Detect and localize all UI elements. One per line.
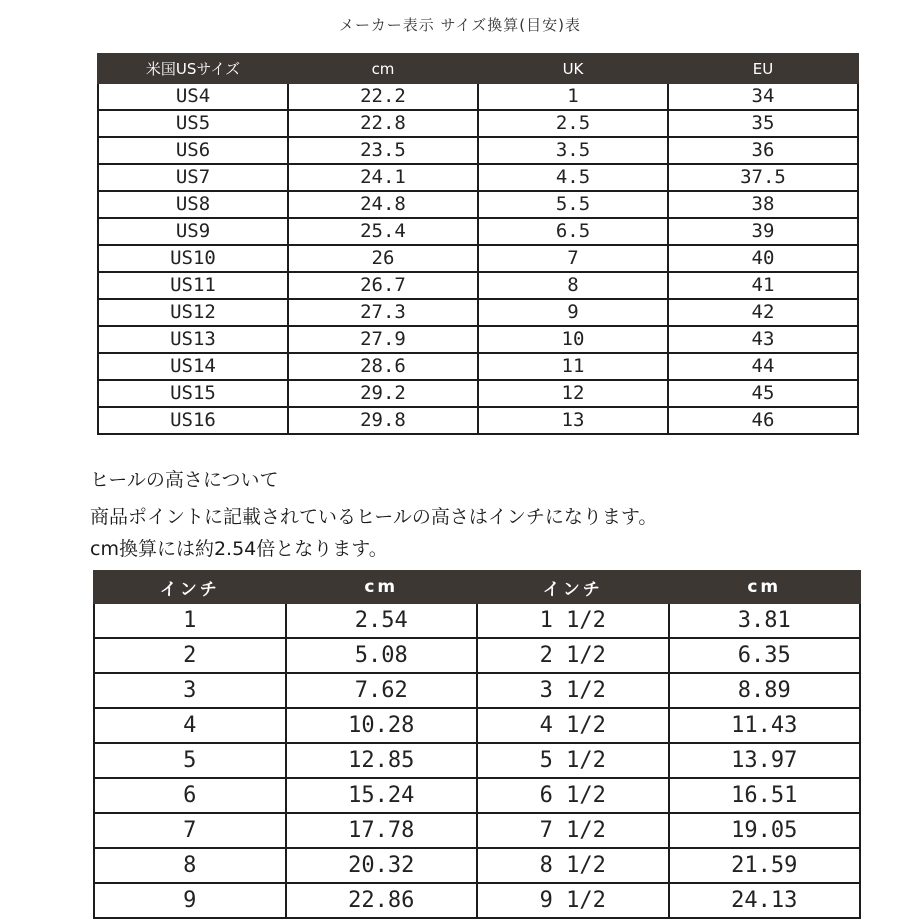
table-row [94,673,860,708]
column-header-us-size: 米国USサイズ [98,54,288,83]
table-cell: 42 [668,299,858,326]
table-cell: 27.9 [288,326,478,353]
size-table-header-row [98,54,858,83]
table-cell: 24.13 [669,883,861,918]
column-header-uk: UK [478,54,668,83]
table-row [94,813,860,848]
table-cell: 19.05 [669,813,861,848]
table-cell: 10.28 [286,708,478,743]
table-cell: 13.97 [669,743,861,778]
table-cell: US14 [98,353,288,380]
table-cell: 11 [478,353,668,380]
table-cell: 8 [94,848,286,883]
table-cell: 7.62 [286,673,478,708]
table-cell: 8 [478,272,668,299]
table-cell: 5 1/2 [477,743,669,778]
table-cell: 5.5 [478,191,668,218]
table-cell: 10 [478,326,668,353]
table-cell: 9 [478,299,668,326]
table-cell: 2.5 [478,110,668,137]
table-cell: US4 [98,83,288,110]
table-row [98,137,858,164]
table-cell: US7 [98,164,288,191]
table-cell: 9 1/2 [477,883,669,918]
table-cell: 7 1/2 [477,813,669,848]
table-cell: 2.54 [286,603,478,638]
table-cell: 38 [668,191,858,218]
table-cell: 21.59 [669,848,861,883]
table-cell: US6 [98,137,288,164]
table-cell: 25.4 [288,218,478,245]
column-header-eu: EU [668,54,858,83]
table-cell: 28.6 [288,353,478,380]
table-cell: 26 [288,245,478,272]
table-row [94,848,860,883]
table-cell: 41 [668,272,858,299]
table-row [94,743,860,778]
table-cell: 9 [94,883,286,918]
table-row [98,191,858,218]
table-cell: US10 [98,245,288,272]
column-header-cm: cm [286,571,478,603]
table-row [98,110,858,137]
table-row [98,164,858,191]
table-row [98,380,858,407]
table-cell: 37.5 [668,164,858,191]
table-cell: 12 [478,380,668,407]
table-cell: 13 [478,407,668,434]
table-cell: 1 1/2 [477,603,669,638]
table-cell: US11 [98,272,288,299]
table-cell: 22.86 [286,883,478,918]
table-cell: 2 [94,638,286,673]
table-cell: 45 [668,380,858,407]
table-cell: 3 1/2 [477,673,669,708]
table-cell: 6 [94,778,286,813]
heel-table-header-row [94,571,860,603]
column-header-cm: cm [669,571,861,603]
table-cell: 17.78 [286,813,478,848]
table-cell: 7 [94,813,286,848]
column-header-inch: インチ [94,571,286,603]
table-cell: 40 [668,245,858,272]
table-cell: 3 [94,673,286,708]
table-cell: 5.08 [286,638,478,673]
table-cell: 27.3 [288,299,478,326]
table-row [98,83,858,110]
table-row [98,272,858,299]
table-cell: 43 [668,326,858,353]
heel-note-line-2: cm換算には約2.54倍となります。 [90,538,388,560]
table-cell: 3.5 [478,137,668,164]
table-cell: 36 [668,137,858,164]
table-cell: 39 [668,218,858,245]
table-row [94,883,860,918]
table-row [98,299,858,326]
table-cell: 4 [94,708,286,743]
table-row [94,778,860,813]
table-row [98,218,858,245]
table-cell: 16.51 [669,778,861,813]
table-row [98,326,858,353]
table-cell: 6 1/2 [477,778,669,813]
table-cell: 1 [94,603,286,638]
table-cell: US5 [98,110,288,137]
table-row [94,708,860,743]
page-title: メーカー表示 サイズ換算(目安)表 [339,16,581,34]
table-cell: 22.8 [288,110,478,137]
table-cell: 44 [668,353,858,380]
table-cell: US12 [98,299,288,326]
table-cell: 1 [478,83,668,110]
heel-note-title: ヒールの高さについて [90,469,279,491]
table-cell: US9 [98,218,288,245]
table-row [98,353,858,380]
size-conversion-table [97,53,859,435]
table-cell: 23.5 [288,137,478,164]
table-cell: US16 [98,407,288,434]
table-cell: 15.24 [286,778,478,813]
table-row [98,407,858,434]
table-cell: 8 1/2 [477,848,669,883]
table-cell: US8 [98,191,288,218]
table-cell: 29.8 [288,407,478,434]
column-header-cm: cm [288,54,478,83]
table-cell: 3.81 [669,603,861,638]
table-cell: 20.32 [286,848,478,883]
table-row [94,603,860,638]
table-cell: 11.43 [669,708,861,743]
table-cell: 12.85 [286,743,478,778]
table-cell: 35 [668,110,858,137]
table-cell: 5 [94,743,286,778]
table-cell: 2 1/2 [477,638,669,673]
table-cell: 24.1 [288,164,478,191]
heel-height-table [93,570,861,919]
table-row [98,245,858,272]
table-cell: US15 [98,380,288,407]
table-cell: 26.7 [288,272,478,299]
table-cell: 46 [668,407,858,434]
table-cell: 8.89 [669,673,861,708]
table-cell: US13 [98,326,288,353]
table-cell: 7 [478,245,668,272]
table-cell: 29.2 [288,380,478,407]
table-row [94,638,860,673]
table-cell: 22.2 [288,83,478,110]
table-cell: 6.5 [478,218,668,245]
heel-note-line-1: 商品ポイントに記載されているヒールの高さはインチになります。 [90,506,658,528]
table-cell: 34 [668,83,858,110]
table-cell: 6.35 [669,638,861,673]
table-cell: 4 1/2 [477,708,669,743]
column-header-inch: インチ [477,571,669,603]
table-cell: 4.5 [478,164,668,191]
table-cell: 24.8 [288,191,478,218]
